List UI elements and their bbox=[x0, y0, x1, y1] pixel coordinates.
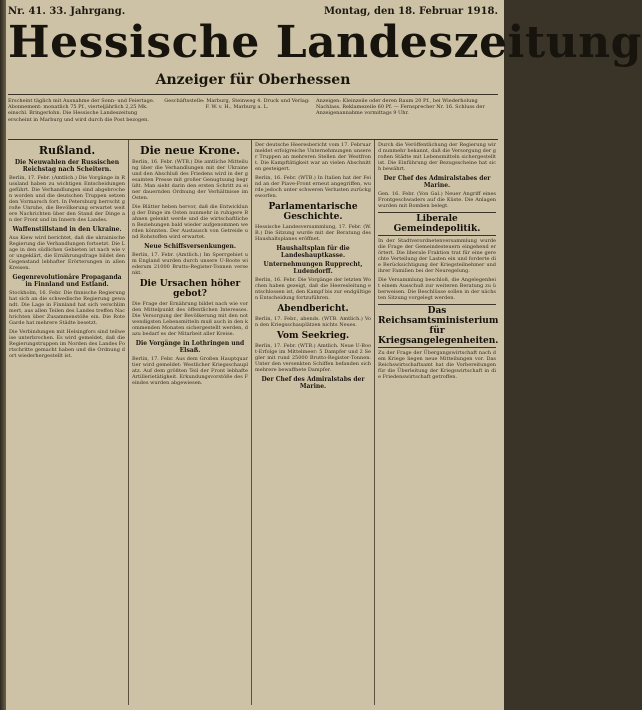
article-text: Die Blätter heben hervor, daß die Entwicklung der Dinge im Osten nunmehr in ruhigere Bahnen gelenkt werde und die wirtschaftlichen Beziehungen bald wieder aufgenommen werden könnten. Der Austausch von Getreide und Rohstoffen wird erwartet. bbox=[132, 204, 248, 240]
article-text: Berlin, 17. Febr. (Amtlich.) Die Vorgänge in Russland haben zu wichtigen Entscheidungen geführt. Die Verhandlungen sind abgebrochen worden und die deutschen Truppen setzen den Vormarsch fort. In Petersburg herrscht große Unruhe, die Bevölkerung erwartet weitere Nachrichten über den Stand der Dinge an der Front und im Innern des Landes. bbox=[9, 175, 125, 223]
article-heading: Die Ursachen höher gebot? bbox=[139, 279, 241, 299]
issue-number: Nr. 41. 33. Jahrgang. bbox=[8, 6, 126, 17]
issue-date: Montag, den 18. Februar 1918. bbox=[323, 6, 498, 17]
article-heading: Vom Seekrieg. bbox=[276, 331, 350, 341]
article-text: Berlin, 16. Febr. (WTB.) In Italien hat der Feind an der Piave-Front erneut angegriffen, wurde jedoch unter schweren Verlusten zurückgeworfen. bbox=[255, 175, 372, 199]
article-text: Stockholm, 16. Febr. Die finnische Regierung hat sich an die schwedische Regierung gewandt. Die Lage in Finnland hat sich verschlimmert, aus allen Teilen des Landes treffen Nachrichten über Zusammenstöße ein. Die Rote Garde hat mehrere Städte besetzt. bbox=[9, 290, 125, 326]
article-subheading: Gegenrevolutionäre Propaganda in Finnland und Estland. bbox=[12, 274, 122, 288]
page-edge bbox=[0, 0, 6, 710]
article-heading: Parlamentarische Geschichte. bbox=[268, 202, 358, 222]
article-text: Aus Kiew wird berichtet, daß die ukrainische Regierung die Verhandlungen fortsetzt. Die Lage in den südlichen Gebieten ist nach wie vor ungeklärt, die Ernährungsfrage bildet den Gegenstand lebhafter Erörterungen in allen Kreisen. bbox=[9, 235, 125, 271]
article-text: Berlin, 17. Febr. (WTB.) Amtlich. Neue U-Boot-Erfolge im Mittelmeer: 5 Dampfer und 2 Segler mit rund 25000 Brutto-Register-Tonnen. Unter den versenkten Schiffen befanden sich mehrere bewaffnete Dampfer. bbox=[255, 343, 371, 373]
article-subheading: Die Vorgänge in Lothringen und Elsaß. bbox=[135, 340, 245, 354]
article-subheading: Neue Schiffsversenkungen. bbox=[144, 243, 236, 250]
article-subheading: Der Chef des Admiralstabes der Marine. bbox=[383, 175, 491, 189]
article-text: In der Stadtverordnetenversammlung wurde die Frage der Gemeindesteuern eingehend erörtert. Die liberale Fraktion trat für eine gerechte Verteilung der Lasten ein und forderte die Berücksichtigung der Kriegsteilnehmer und ihrer Familien bei der Neuregelung. bbox=[378, 238, 496, 274]
article-subheading: Unternehmungen Rupprecht, Ludendorff. bbox=[263, 261, 363, 275]
newspaper-subtitle: Anzeiger für Oberhessen bbox=[155, 72, 351, 88]
article-heading: Das Reichsamtsministerium für Kriegsangelegenheiten. bbox=[378, 306, 499, 346]
article-subheading: Der Chef des Admiralstabs der Marine. bbox=[261, 376, 365, 390]
article-text: Die Verbindungen mit Helsingfors sind teilweise unterbrochen. Es wird gemeldet, daß die Regierungstruppen im Norden des Landes Fortschritte gemacht haben und die Ordnung dort wiederhergestellt ist. bbox=[9, 329, 125, 359]
publisher-info: Geschäftsstelle: Marburg, Steinweg 4. Druck und Verlag: F. W. v. H., Marburg a. L. bbox=[164, 98, 310, 111]
column-divider bbox=[374, 140, 375, 705]
article-text: Gen. 16. Febr. (Von Gal.) Neuer Angriff eines Frontgeschwaders auf die Küste. Die Anlagen wurden mit Bomben belegt. bbox=[378, 191, 496, 209]
newspaper-title: Hessische Landeszeitung bbox=[8, 17, 642, 68]
article-heading: Die neue Krone. bbox=[140, 144, 240, 157]
column-divider bbox=[251, 140, 252, 705]
article-heading: Abendbericht. bbox=[277, 304, 349, 314]
article-text: Der deutsche Heeresbericht vom 17. Februar meldet erfolgreiche Unternehmungen unserer Truppen an mehreren Stellen der Westfront. Die Kampftätigkeit war an vielen Abschnitten gesteigert. bbox=[255, 142, 371, 172]
column-divider bbox=[128, 140, 129, 705]
article-text: Die Versammlung beschloß, die Angelegenheit einem Ausschuß zur weiteren Beratung zu überweisen. Die Beschlüsse sollen in der nächsten Sitzung vorgelegt werden. bbox=[378, 277, 496, 301]
article-column-4 bbox=[378, 142, 499, 705]
article-column-2 bbox=[132, 142, 248, 705]
article-subheading: Haushaltsplan für die Landeshauptkasse. bbox=[276, 245, 350, 259]
article-subheading: Die Neuwahlen der Russischen Reichstag nach Scheitern. bbox=[14, 159, 120, 173]
advertising-info: Anzeigen: Kleinzeile oder deren Raum 20 Pf., bei Wiederholung Nachlass. Reklamezeile 60 Pf. — Fernsprecher Nr. 16. Schluss der Anzeigenannahme vormittags 9 Uhr. bbox=[316, 98, 485, 117]
article-text: Berlin, 16. Febr. Die Vorgänge der letzten Wochen haben gezeigt, daß die Heeresleitung entschlossen ist, den Kampf bis zur endgültigen Entscheidung fortzuführen. bbox=[255, 277, 371, 301]
article-text: Hessische Landesversammlung, 17. Febr. (W.B.) Die Sitzung wurde mit der Beratung des Haushaltsplanes eröffnet. bbox=[255, 224, 371, 242]
article-heading: Rußland. bbox=[38, 144, 96, 157]
article-text: Berlin, 17. Febr. Aus dem Großen Hauptquartier wird gemeldet: Westlicher Kriegsschauplatz. Auf dem größten Teil der Front lebhafte Artillerietätigkeit. Erkundungsvorstöße des Feindes wurden abgewiesen. bbox=[132, 356, 248, 386]
publication-info-bar bbox=[8, 94, 498, 140]
article-subheading: Waffenstillstand in den Ukraine. bbox=[12, 226, 122, 233]
article-column-1 bbox=[9, 142, 125, 705]
article-text: Die Frage der Ernährung bildet nach wie vor den Mittelpunkt des öffentlichen Interesses. Die Versorgung der Bevölkerung mit den notwendigsten Lebensmitteln muß auch in den kommenden Monaten sichergestellt werden, dazu bedarf es der Mitarbeit aller Kreise. bbox=[132, 301, 248, 337]
article-heading: Liberale Gemeindepolitik. bbox=[378, 212, 496, 236]
article-text: Berlin, 16. Febr. (WTB.) Die amtliche Mitteilung über die Verhandlungen mit der Ukraine und den Abschluß des Friedens wird in der gesamten Presse mit großer Genugtuung begrüßt. Man sieht darin den ersten Schritt zu einer dauernden Ordnung der Verhältnisse im Osten. bbox=[132, 159, 248, 201]
subscription-info: Erscheint täglich mit Ausnahme der Sonn- und Feiertage. Abonnement: monatlich 75 Pf., vierteljährlich 2,25 Mk. einschl. Bringerlohn. Die Hessische Landeszeitung erscheint in Marburg und wird durch die Post bezogen. bbox=[8, 98, 155, 123]
article-text: Durch die Veröffentlichung der Regierung wird nunmehr bekannt, daß die Versorgung der großen Städte mit Lebensmitteln sichergestellt ist. Die Einführung der Bezugsscheine hat sich bewährt. bbox=[378, 142, 496, 172]
article-column-3 bbox=[255, 142, 371, 705]
article-text: Berlin, 17. Febr., abends. (WTB. Amtlich.) Von den Kriegsschauplätzen nichts Neues. bbox=[255, 316, 371, 328]
article-text: Zu der Frage der Übergangswirtschaft nach dem Kriege liegen neue Mitteilungen vor. Das Reichswirtschaftsamt hat die Vorbereitungen für die Überleitung der Kriegswirtschaft in die Friedenswirtschaft getroffen. bbox=[378, 350, 496, 380]
article-text: Berlin, 17. Febr. (Amtlich.) Im Sperrgebiet um England wurden durch unsere U-Boote wiederum 21000 Brutto-Register-Tonnen versenkt. bbox=[132, 252, 248, 276]
